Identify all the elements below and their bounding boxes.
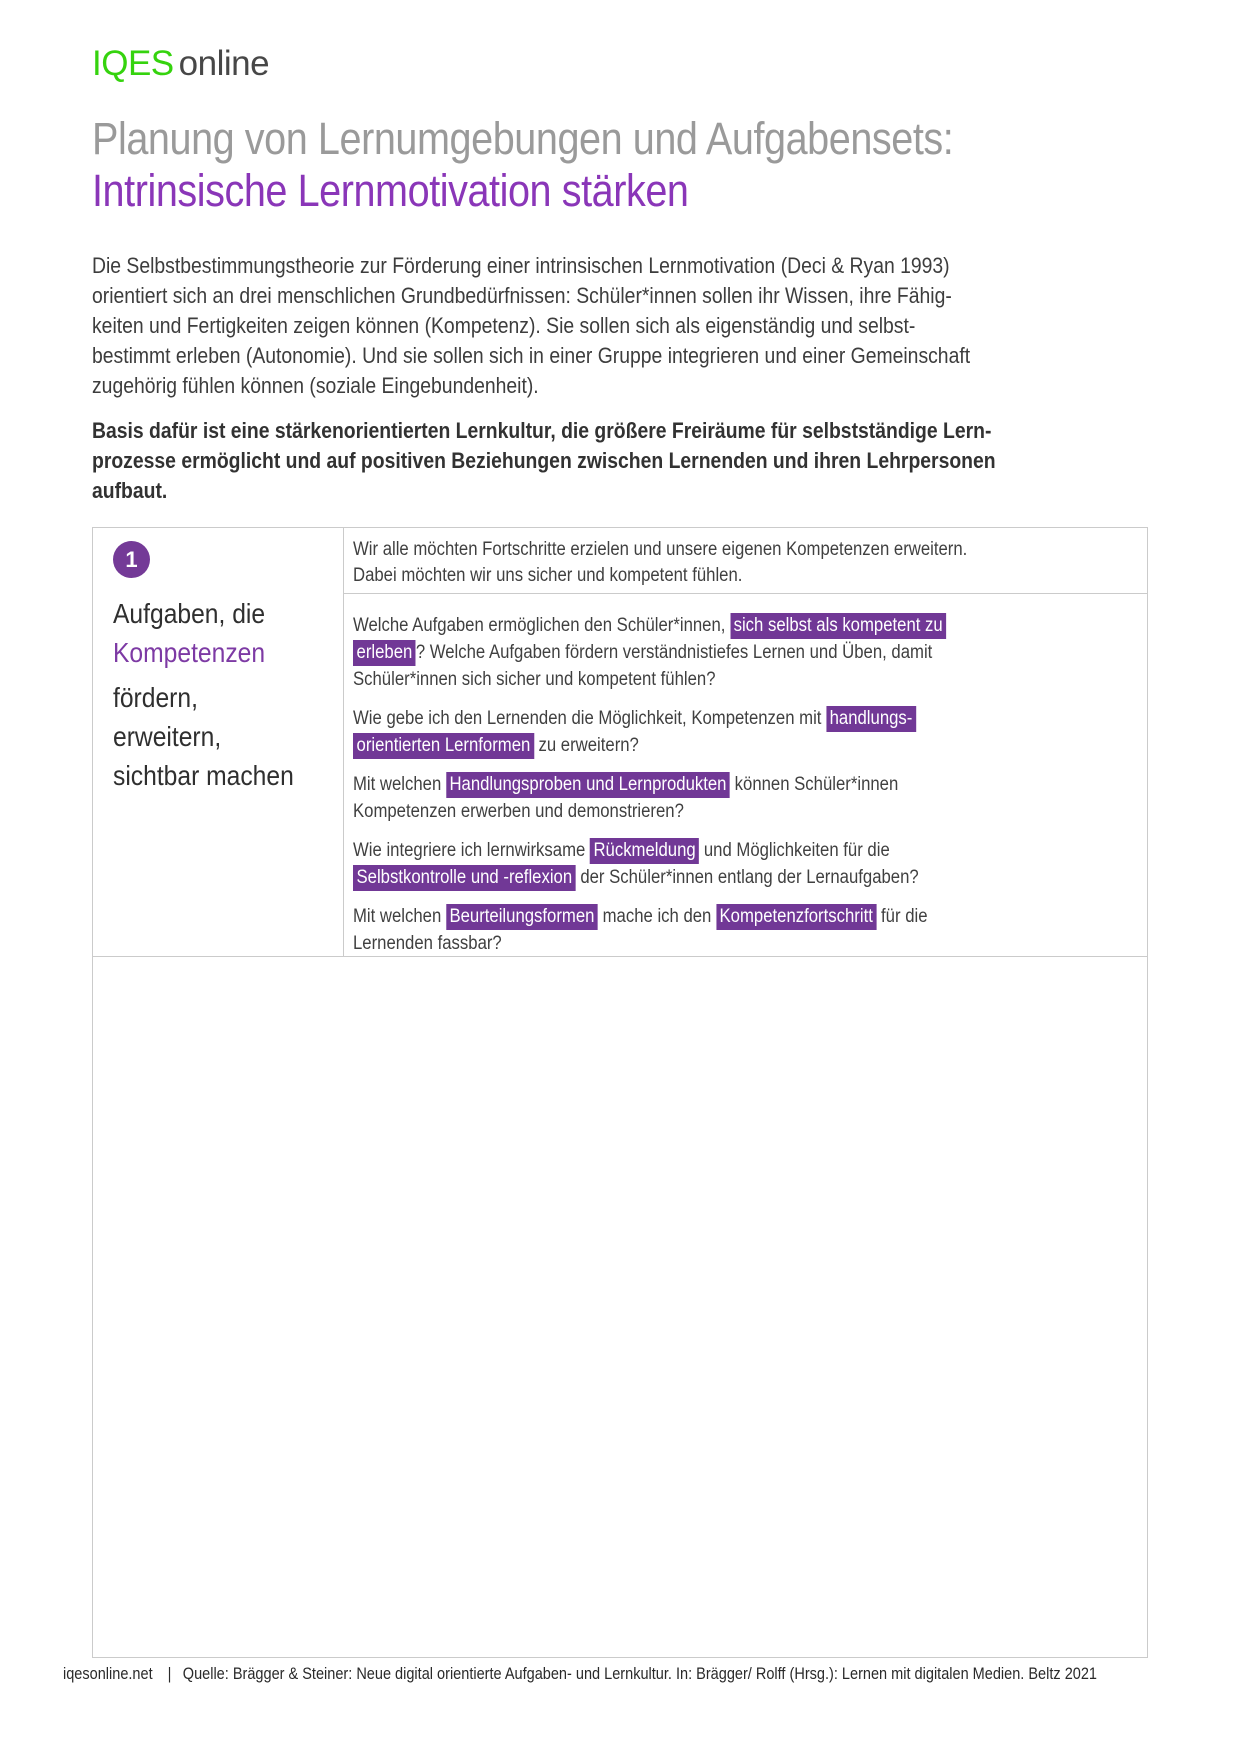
text-segment: Mit welchen (353, 774, 446, 795)
text-segment: mache ich den (597, 906, 717, 927)
text-line (353, 666, 946, 693)
highlighted-phrase: Beurteilungsformen (446, 904, 598, 930)
text-line (113, 756, 294, 795)
text-segment: Aufgaben, die (113, 598, 266, 629)
text-line: orientiert sich an drei menschlichen Grundbedürfnissen: Schüler*innen sollen ihr Wissen, ihre Fähig- (92, 283, 952, 308)
text-segment: Schüler*innen sich sicher und kompetent fühlen? (353, 669, 716, 690)
text-segment: Lernenden fassbar? (353, 933, 502, 954)
intro-paragraph-2 (92, 416, 996, 506)
highlighted-phrase: Selbstkontrolle und -reflexion (353, 865, 576, 891)
text-segment: Wie integriere ich lernwirksame (353, 840, 590, 861)
text-segment: Welche Aufgaben ermöglichen den Schüler*innen, (353, 615, 731, 636)
page-title (92, 113, 953, 217)
footer-site: iqesonline.net (63, 1665, 153, 1683)
brand-logo (92, 44, 269, 84)
text-segment: Wie gebe ich den Lernenden die Möglichkeit, Kompetenzen mit (353, 708, 827, 729)
content-table (92, 527, 1148, 1658)
text-line (353, 930, 946, 957)
text-line: Wir alle möchten Fortschritte erzielen und unsere eigenen Kompetenzen erweitern. (353, 539, 968, 560)
text-line: Basis dafür ist eine stärkenorientierten Lernkultur, die größere Freiräume für selbstständige Lern- (92, 418, 992, 443)
text-segment: fördern, (113, 682, 198, 713)
text-line (113, 678, 294, 717)
text-line (353, 639, 946, 666)
text-line (353, 798, 946, 825)
text-segment: der Schüler*innen entlang der Lernaufgaben? (575, 867, 919, 888)
highlighted-phrase: Handlungsproben und Lernprodukten (446, 772, 730, 798)
text-line (353, 732, 946, 759)
question-item (353, 705, 946, 759)
page-footer (63, 1665, 1097, 1684)
highlighted-phrase: orientierten Lernformen (353, 733, 534, 759)
highlighted-phrase: erleben (353, 640, 416, 666)
text-segment: zu erweitern? (533, 735, 639, 756)
highlighted-phrase: Kompetenzfortschritt (716, 904, 876, 930)
text-line (113, 633, 294, 672)
panel-heading (113, 594, 294, 795)
text-line: Dabei möchten wir uns sicher und kompetent fühlen. (353, 565, 743, 586)
brand-online: online (178, 44, 270, 83)
text-line (353, 771, 946, 798)
footer-separator: | (167, 1665, 172, 1683)
text-segment: erweitern, (113, 721, 222, 752)
table-row-divider-1 (343, 593, 1147, 594)
text-segment: für die (876, 906, 928, 927)
text-line (353, 903, 946, 930)
brand-iqes: IQES (92, 44, 174, 83)
text-line: aufbaut. (92, 478, 168, 503)
text-segment: sichtbar machen (113, 760, 294, 791)
intro-paragraph-1 (92, 251, 970, 401)
footer-source: Quelle: Brägger & Steiner: Neue digital orientierte Aufgaben- und Lernkultur. In: Brägger/ Rolff (Hrsg.): Lernen mit digitalen Medien. Beltz 2021 (182, 1665, 1097, 1683)
title-line-2: Intrinsische Lernmotivation stärken (92, 165, 689, 216)
panel-summary (353, 537, 967, 589)
text-line: zugehörig fühlen können (soziale Eingebundenheit). (92, 373, 539, 398)
step-badge: 1 (113, 541, 150, 578)
text-segment: Kompetenzen (113, 637, 266, 668)
text-line: keiten und Fertigkeiten zeigen können (Kompetenz). Sie sollen sich als eigenständig und selbst- (92, 313, 916, 338)
text-line (113, 594, 294, 633)
highlighted-phrase: Rückmeldung (590, 838, 699, 864)
text-segment: Kompetenzen erwerben und demonstrieren? (353, 801, 684, 822)
title-line-1: Planung von Lernumgebungen und Aufgabensets: (92, 113, 954, 164)
question-item (353, 612, 946, 693)
text-line: bestimmt erleben (Autonomie). Und sie sollen sich in einer Gruppe integrieren und einer Gemeinschaft (92, 343, 971, 368)
highlighted-phrase: handlungs- (826, 706, 916, 732)
text-segment: Mit welchen (353, 906, 446, 927)
highlighted-phrase: sich selbst als kompetent zu (730, 613, 946, 639)
question-item (353, 771, 946, 825)
text-segment: und Möglichkeiten für die (699, 840, 890, 861)
question-item (353, 903, 946, 957)
text-line (353, 612, 946, 639)
text-segment: ? Welche Aufgaben fördern verständnistiefes Lernen und Üben, damit (415, 642, 933, 663)
text-line: prozesse ermöglicht und auf positiven Beziehungen zwischen Lernenden und ihren Lehrpersonen (92, 448, 996, 473)
text-line (353, 864, 946, 891)
panel-questions (353, 612, 946, 969)
question-item (353, 837, 946, 891)
text-line (113, 717, 294, 756)
text-line: Die Selbstbestimmungstheorie zur Förderung einer intrinsischen Lernmotivation (Deci & Ryan 1993) (92, 253, 950, 278)
text-segment: können Schüler*innen (730, 774, 899, 795)
text-line (353, 837, 946, 864)
text-line (353, 705, 946, 732)
